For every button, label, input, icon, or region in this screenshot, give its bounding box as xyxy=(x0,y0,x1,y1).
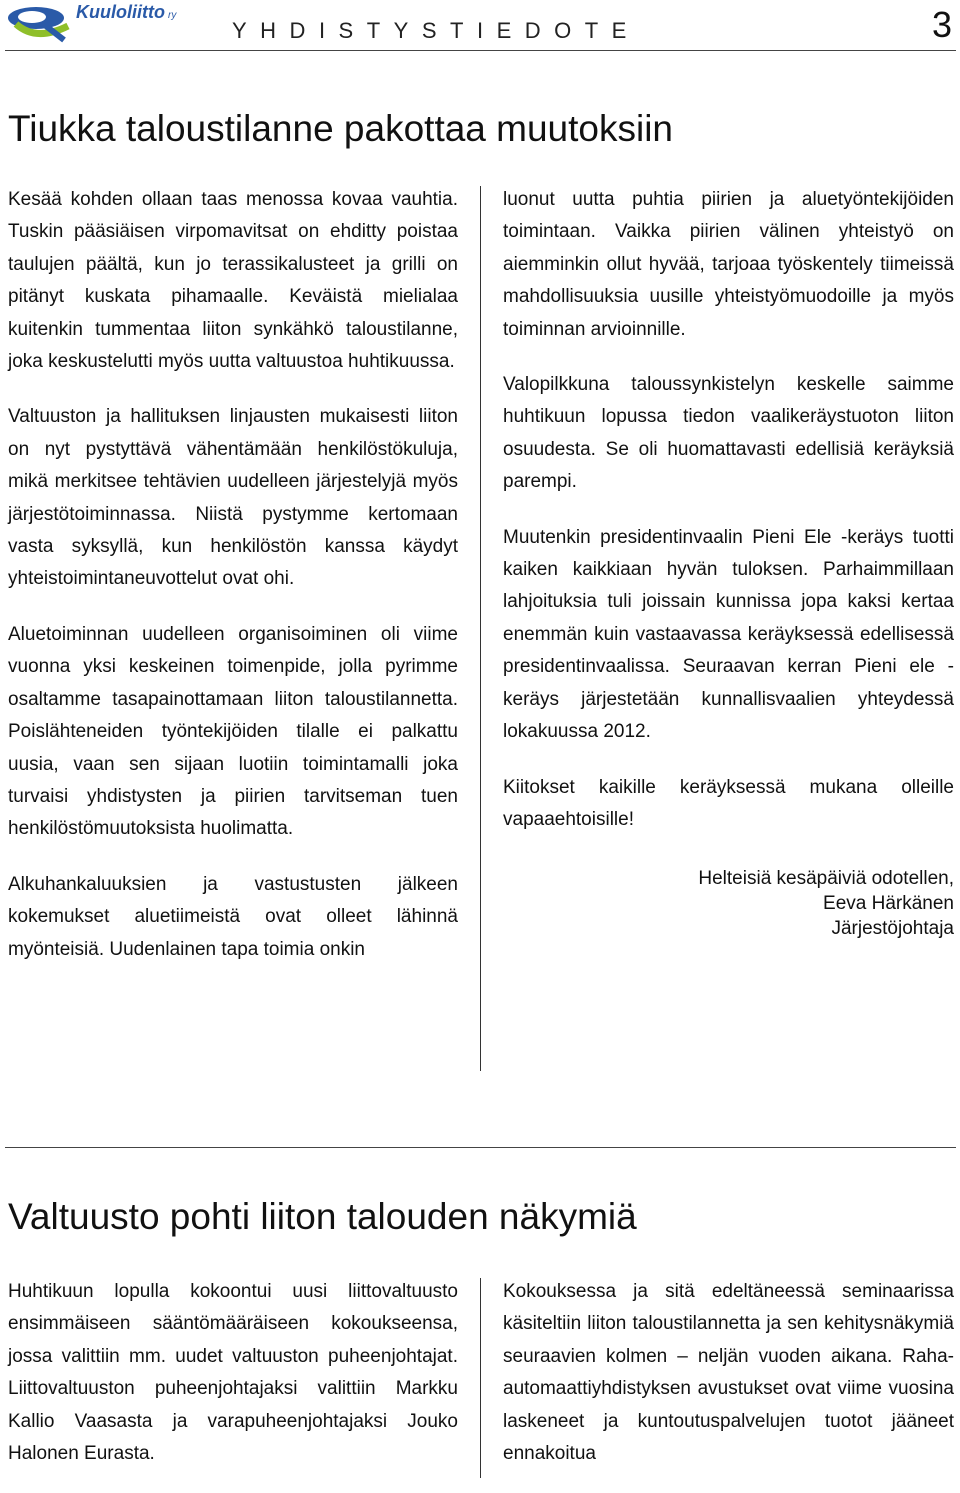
signature-role: Järjestöjohtaja xyxy=(831,918,954,940)
paragraph: Aluetoiminnan uudelleen organisoiminen oli viime vuonna yksi keskeinen toimenpide, jolla pyrimme osaltamme tasapainottamaan liiton taloustilannetta. Poislähteneiden työntekijöiden tilalle ei palkattu uusia, vaan sen sijaan luotiin toimintamalli joka turvaisi yhdistysten ja piirien tarvitseman tuen henkilöstömuutoksista huolimatta. xyxy=(8,623,458,840)
column-divider xyxy=(480,186,481,1071)
section-divider xyxy=(5,1147,956,1148)
signature-name: Eeva Härkänen xyxy=(823,893,954,915)
paragraph: luonut uutta puhtia piirien ja aluetyöntekijöiden toimintaan. Vaikka piirien välinen yhteistyö on aiemminkin ollut hyvää, tarjoaa työskentely tiimeissä mahdollisuuksia uusille yhteistyömuodoille ja myös toiminnan arvioinnille. xyxy=(503,189,954,340)
paragraph: Alkuhankaluuksien ja vastustusten jälkeen kokemukset aluetiimeistä ovat olleet lähinnä myönteisiä. Uudenlainen tapa toimia onkin xyxy=(8,873,458,960)
header-divider xyxy=(5,50,956,51)
kuuloliitto-logo xyxy=(6,2,196,46)
article-left-column xyxy=(8,184,458,989)
logo-mark-icon xyxy=(6,2,76,46)
bulletin-title: YHDISTYSTIEDOTE xyxy=(232,18,640,43)
paragraph: Huhtikuun lopulla kokoontui uusi liittovaltuusto ensimmäiseen sääntömääräiseen kokoukseensa, jossa valittiin mm. uudet valtuuston puheenjohtajat. Liittovaltuuston puheenjohtajaksi valittiin Markku Kallio Vaasasta ja varapuheenjohtajaksi Jouko Halonen Eurasta. xyxy=(8,1281,458,1465)
paragraph: Muutenkin presidentinvaalin Pieni Ele -keräys tuotti kaiken kaikkiaan hyvän tuloksen. Parhaimmillaan lahjoituksia tuli joissain kunnissa jopa kaksi kertaa enemmän kuin vastaavassa keräyksessä edellisessä presidentinvaalissa. Seuraavan kerran Pieni ele -keräys järjestetään kunnallisvaalien yhteydessä lokakuussa 2012. xyxy=(503,526,954,743)
paragraph: Kokouksessa ja sitä edeltäneessä seminaarissa käsiteltiin liiton taloustilannetta ja sen kehitysnäkymiä seuraavien kolmen – neljän vuoden aikana. Raha-automaattiyhdistyksen avustukset ovat viime vuosina laskeneet ja kuntoutuspalvelujen tuotot jääneet ennakoitua xyxy=(503,1281,954,1465)
article-title: Valtuusto pohti liiton talouden näkymiä xyxy=(8,1196,637,1237)
article-right-column xyxy=(503,1276,954,1493)
signature xyxy=(503,866,954,941)
page-number: 3 xyxy=(931,4,952,45)
column-divider xyxy=(480,1278,481,1478)
article-right-column xyxy=(503,184,954,941)
paragraph: Valtuuston ja hallituksen linjausten mukaisesti liiton on nyt pystyttävä vähentämään henkilöstökuluja, mikä merkitsee tehtävien uudelleen järjestelyjä myös järjestötoiminnassa. Niistä pystymme kertomaan vasta syksyllä, kun henkilöstön kanssa käydyt yhteistoimintaneuvottelut ovat ohi. xyxy=(8,406,458,590)
paragraph: Valopilkkuna taloussynkistelyn keskelle saimme huhtikuun lopussa tiedon vaalikeräystuoton liiton osuudesta. Se oli huomattavasti edellisiä keräyksiä parempi. xyxy=(503,374,954,493)
signature-greeting: Helteisiä kesäpäiviä odotellen, xyxy=(698,868,954,890)
logo-text: Kuuloliitto ry xyxy=(76,2,177,22)
paragraph: Kiitokset kaikille keräyksessä mukana olleille vapaaehtoisille! xyxy=(503,776,954,830)
article-left-column xyxy=(8,1276,458,1493)
paragraph: Kesää kohden ollaan taas menossa kovaa vauhtia. Tuskin pääsiäisen virpomavitsat on ehditty poistaa taulujen päältä, kun jo terassikalusteet ja grilli on pitänyt kuskata pihamaalle. Keväistä mielialaa kuitenkin tummentaa liiton synkähkö taloustilanne, joka keskustelutti myös uutta valtuustoa huhtikuussa. xyxy=(8,189,458,373)
article-title: Tiukka taloustilanne pakottaa muutoksiin xyxy=(8,108,674,149)
page-header xyxy=(0,0,960,50)
